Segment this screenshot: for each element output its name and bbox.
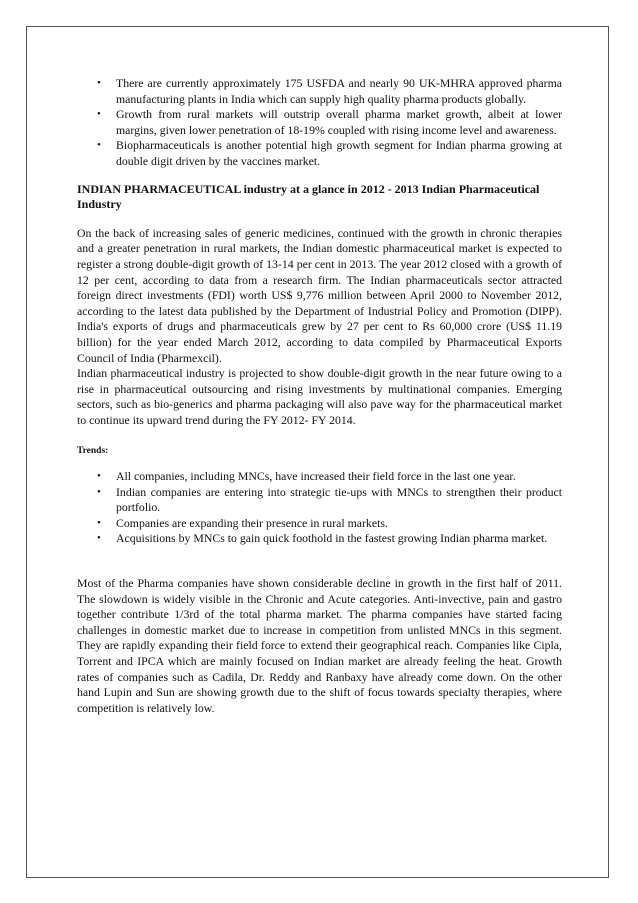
paragraph-market-overview: On the back of increasing sales of generic medicines, continued with the growth in chronic therapies and a greater penetration in rural markets, the Indian domestic pharmaceutical market is expected to register a strong double-digit growth of 13-14 per cent in 2013. The year 2012 closed with a growth of 12 per cent, according to data from a research firm. The Indian pharmaceuticals sector attracted foreign direct investments (FDI) worth US$ 9,776 million between April 2000 to November 2012, according to the latest data published by the Department of Industrial Policy and Promotion (DIPP). India's exports of drugs and pharmaceuticals grew by 27 per cent to Rs 60,000 crore (US$ 11.19 billion) for the year ended March 2012, according to data compiled by Pharmaceutical Exports Council of India (Pharmexcil). <box>77 225 562 365</box>
trends-bullet-list <box>77 469 562 547</box>
list-item <box>77 469 562 485</box>
list-item <box>77 138 562 169</box>
bullet-icon: • <box>97 108 101 121</box>
list-item <box>77 485 562 516</box>
list-item <box>77 531 562 547</box>
bullet-icon: • <box>97 469 101 482</box>
bullet-icon: • <box>97 485 101 498</box>
list-item-text: Companies are expanding their presence in rural markets. <box>116 515 388 530</box>
list-item <box>77 107 562 138</box>
paragraph-growth-decline: Most of the Pharma companies have shown considerable decline in growth in the first half of 2011. The slowdown is widely visible in the Chronic and Acute categories. Anti-invective, pain and gastro together contribute 1/3rd of the total pharma market. The pharma companies have started facing challenges in domestic market due to increase in competition from unlisted MNCs in this segment. They are rapidly expanding their field force to extend their geographical reach. Companies like Cipla, Torrent and IPCA which are mainly focused on Indian market are already feeling the heat. Growth rates of companies such as Cadila, Dr. Reddy and Ranbaxy have already come down. On the other hand Lupin and Sun are showing growth due to the shift of focus towards specialty therapies, where competition is relatively low. <box>77 575 562 715</box>
list-item <box>77 516 562 532</box>
list-item <box>77 76 562 107</box>
spacer <box>77 547 562 576</box>
spacer <box>77 213 562 226</box>
list-item-text: Indian companies are entering into strategic tie-ups with MNCs to strengthen their product portfolio. <box>116 484 562 515</box>
intro-bullet-list <box>77 76 562 170</box>
trends-label: Trends: <box>77 446 109 457</box>
list-item-text: All companies, including MNCs, have increased their field force in the last one year. <box>116 468 516 483</box>
bullet-icon: • <box>97 516 101 529</box>
section-heading: INDIAN PHARMACEUTICAL industry at a glance in 2012 - 2013 Indian Pharmaceutical Industry <box>77 181 540 212</box>
paragraph-growth-outlook: Indian pharmaceutical industry is projected to show double-digit growth in the near future owing to a rise in pharmaceutical outsourcing and rising investments by multinational companies. Emerging sectors, such as bio-generics and pharma packaging will also pave way for the pharmaceutical market to continue its upward trend during the FY 2012- FY 2014. <box>77 366 562 427</box>
list-item-text: Acquisitions by MNCs to gain quick foothold in the fastest growing Indian pharma market. <box>116 531 548 546</box>
document-body <box>77 76 562 716</box>
list-item-text: Biopharmaceuticals is another potential high growth segment for Indian pharma growing at double digit driven by the vaccines market. <box>116 138 562 168</box>
list-item-text: There are currently approximately 175 USFDA and nearly 90 UK-MHRA approved pharma manufacturing plants in India which can supply high quality pharma products globally. <box>116 76 562 106</box>
list-item-text: Growth from rural markets will outstrip overall pharma market growth, albeit at lower margins, given lower penetration of 18-19% coupled with rising income level and awareness. <box>116 107 562 137</box>
bullet-icon: • <box>97 139 101 152</box>
bullet-icon: • <box>97 77 101 89</box>
bullet-icon: • <box>97 532 101 545</box>
